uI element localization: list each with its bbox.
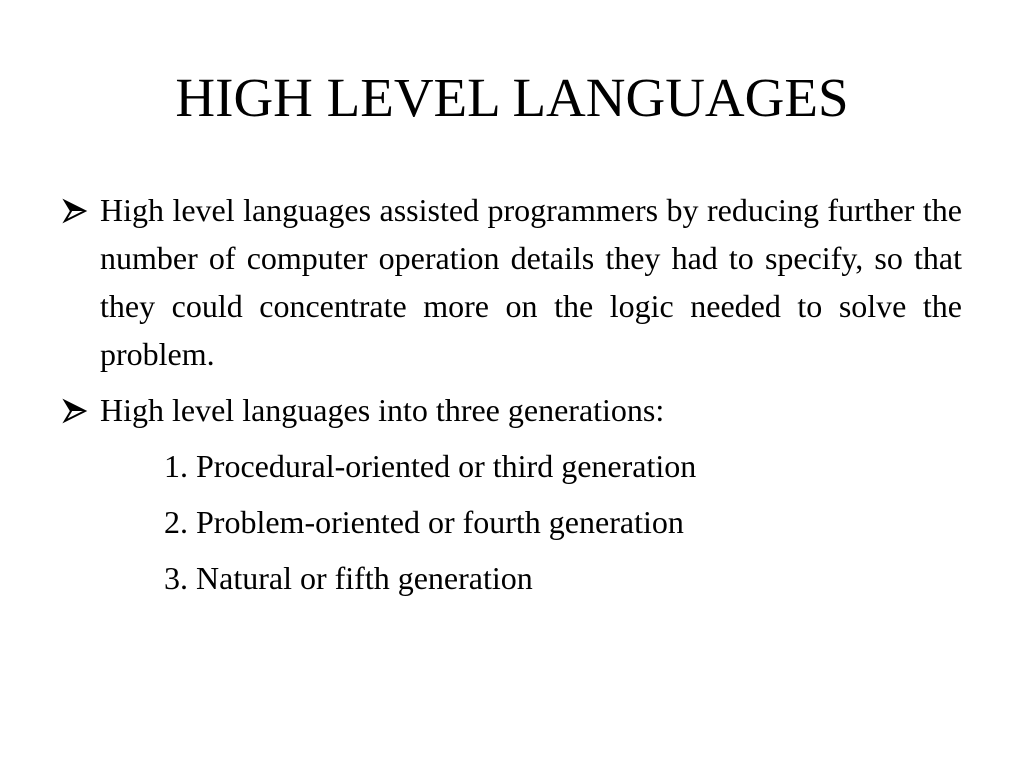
arrowhead-bullet-icon (62, 398, 88, 424)
bullet-text: High level languages into three generations: (100, 392, 665, 428)
bullet-item (62, 386, 962, 434)
bullet-item (62, 186, 962, 378)
slide-title: HIGH LEVEL LANGUAGES (175, 67, 849, 128)
arrowhead-bullet-icon (62, 198, 88, 224)
generation-item: 1. Procedural-oriented or third generation (164, 448, 697, 484)
generation-list (62, 442, 962, 602)
generation-item: 2. Problem-oriented or fourth generation (164, 504, 684, 540)
bullet-text: High level languages assisted programmers by reducing further the number of computer operation details they had to specify, so that they could concentrate more on the logic needed to solve the problem. (100, 192, 962, 372)
slide-content (62, 186, 962, 610)
generation-item: 3. Natural or fifth generation (164, 560, 533, 596)
